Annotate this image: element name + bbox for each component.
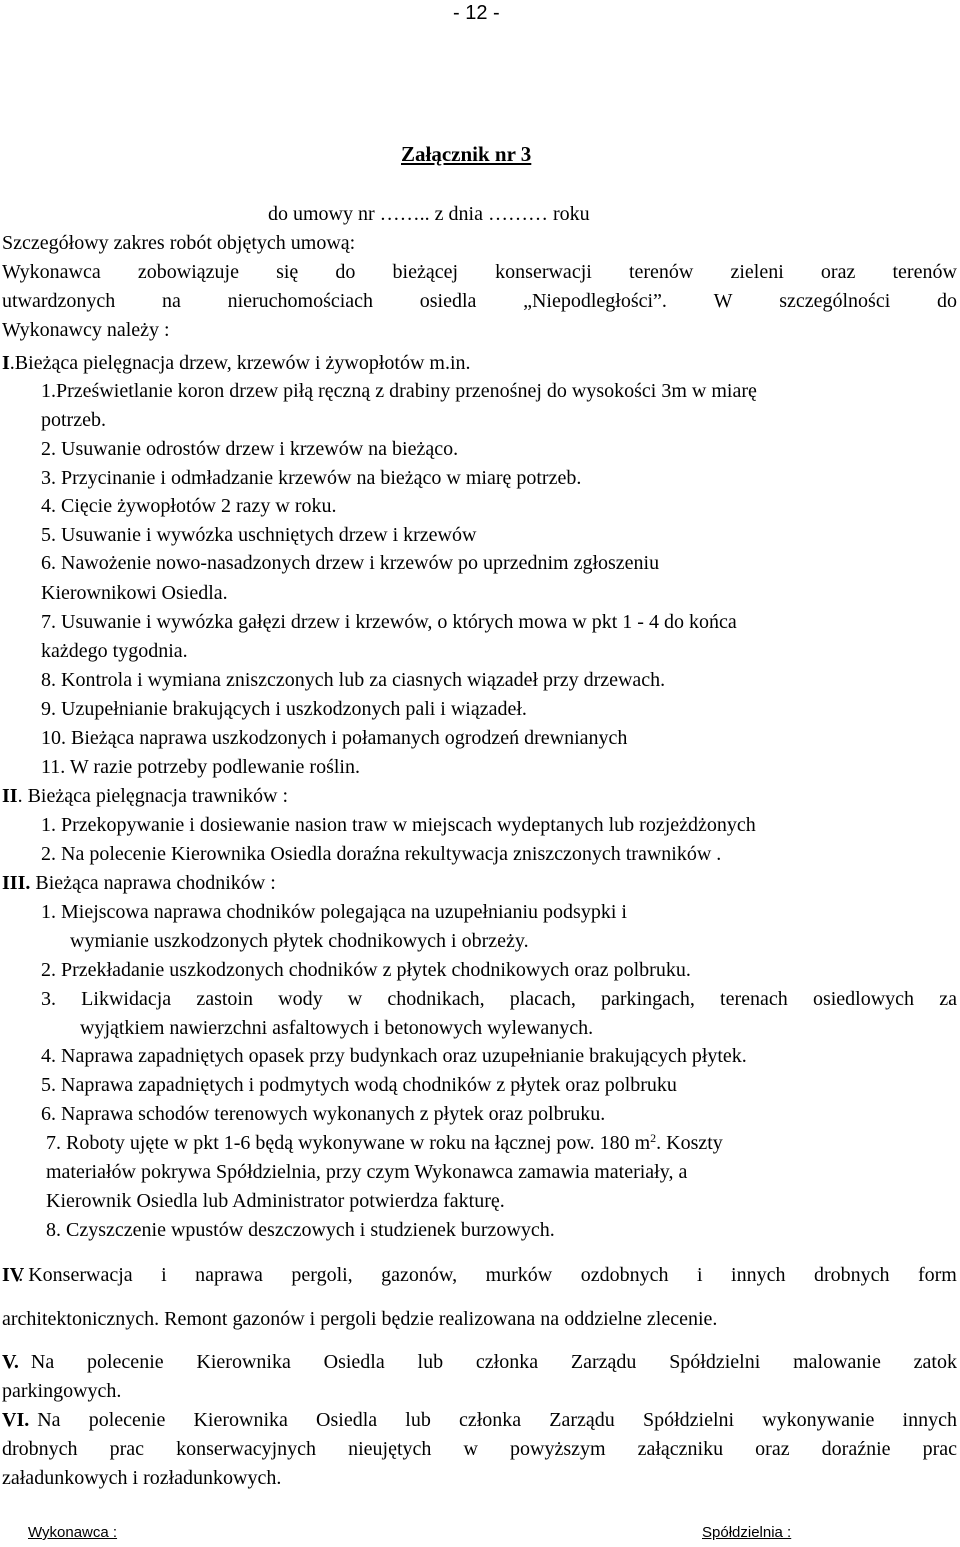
word: zastoin <box>196 988 253 1010</box>
section-number: I <box>2 352 10 374</box>
list-item: 2. Przekładanie uszkodzonych chodników z płytek chodnikowych oraz polbruku. <box>41 959 691 981</box>
word: chodnikach, <box>387 988 485 1010</box>
word: zatok <box>913 1351 957 1373</box>
paragraph-line <box>2 1439 957 1459</box>
word: szczególności <box>779 290 891 312</box>
section-words <box>37 1410 957 1430</box>
word: członka <box>458 1409 522 1431</box>
section-heading <box>2 1265 957 1285</box>
intro-line <box>2 291 957 311</box>
word: innych <box>902 1409 957 1431</box>
word: terenów <box>628 261 694 283</box>
list-item: 6. Nawożenie nowo-nasadzonych drzew i krzewów po uprzednim zgłoszeniu <box>41 552 660 574</box>
section-number: VI. <box>2 1409 30 1431</box>
section-number: IV <box>2 1264 25 1286</box>
section-heading <box>2 1410 957 1430</box>
word: gazonów, <box>381 1264 458 1286</box>
section-words <box>18 1265 957 1285</box>
signature-cooperative: Spółdzielnia : <box>702 1524 792 1541</box>
word: polecenie <box>88 1409 166 1431</box>
word: . Konserwacja <box>18 1264 133 1286</box>
word: za <box>939 988 957 1010</box>
word: nieruchomościach <box>227 290 374 312</box>
section-title: .Bieżąca pielęgnacja drzew, krzewów i żywopłotów m.in. <box>9 352 471 374</box>
list-item: 1. Przekopywanie i dosiewanie nasion traw w miejscach wydeptanych lub rozjeżdżonych <box>41 814 756 836</box>
word: Zarządu <box>570 1351 637 1373</box>
item-text: 7. Roboty ujęte w pkt 1-6 będą wykonywane w roku na łącznej pow. 180 m <box>46 1132 651 1154</box>
page-number: - 12 - <box>453 2 500 24</box>
word: do <box>936 290 957 312</box>
word: i <box>161 1264 167 1286</box>
word: „Niepodległości”. <box>523 290 667 312</box>
list-item: 6. Naprawa schodów terenowych wykonanych z płytek oraz polbruku. <box>41 1103 606 1125</box>
word: Kierownika <box>193 1409 288 1431</box>
section-heading <box>2 786 288 806</box>
word: ozdobnych <box>580 1264 669 1286</box>
list-item: 5. Usuwanie i wywózka uschniętych drzew i krzewów <box>41 524 477 546</box>
superscript: 2 <box>650 1131 657 1145</box>
word: form <box>917 1264 957 1286</box>
word: Spółdzielni <box>642 1409 735 1431</box>
word: konserwacyjnych <box>176 1438 317 1460</box>
word: Osiedla <box>316 1409 378 1431</box>
word: malowanie <box>793 1351 881 1373</box>
word: oraz <box>755 1438 790 1460</box>
document-title: Załącznik nr 3 <box>401 142 532 166</box>
list-item: każdego tygodnia. <box>41 640 188 662</box>
list-item: Kierownik Osiedla lub Administrator potwierdza fakturę. <box>46 1190 505 1212</box>
list-item: materiałów pokrywa Spółdzielnia, przy czym Wykonawca zamawia materiały, a <box>46 1161 688 1183</box>
list-item: Kierownikowi Osiedla. <box>41 582 228 604</box>
list-item: 7. Usuwanie i wywózka gałęzi drzew i krzewów, o których mowa w pkt 1 - 4 do końca <box>41 611 737 633</box>
list-item: 1. Miejscowa naprawa chodników polegająca na uzupełnianiu podsypki i <box>41 901 627 923</box>
word: w <box>347 988 363 1010</box>
word: członka <box>475 1351 539 1373</box>
word: doraźnie <box>821 1438 891 1460</box>
intro-line: Wykonawcy należy : <box>2 319 170 341</box>
word: murków <box>485 1264 553 1286</box>
section-words <box>31 1352 957 1372</box>
word: wody <box>278 988 323 1010</box>
word: Zarządu <box>549 1409 615 1431</box>
word: parkingach, <box>601 988 695 1010</box>
section-number: II <box>2 785 18 807</box>
word: w <box>463 1438 478 1460</box>
word: osiedla <box>419 290 477 312</box>
section-title: . Bieżąca pielęgnacja trawników : <box>17 785 289 807</box>
list-item: 4. Cięcie żywopłotów 2 razy w roku. <box>41 495 337 517</box>
list-item <box>41 989 957 1009</box>
list-item: 9. Uzupełnianie brakujących i uszkodzonych pali i wiązadeł. <box>41 698 527 720</box>
word: nieujętych <box>348 1438 432 1460</box>
signature-contractor: Wykonawca : <box>28 1524 118 1541</box>
word: prac <box>922 1438 957 1460</box>
word: terenów <box>892 261 957 283</box>
list-item: 4. Naprawa zapadniętych opasek przy budynkach oraz uzupełnianie brakujących płytek. <box>41 1045 747 1067</box>
contract-reference: do umowy nr …….. z dnia ……… roku <box>268 203 590 225</box>
list-item: 5. Naprawa zapadniętych i podmytych wodą chodników z płytek oraz polbruku <box>41 1074 677 1096</box>
word: Na <box>30 1351 55 1373</box>
word: Likwidacja <box>81 988 172 1010</box>
section-heading <box>2 353 471 373</box>
word: do <box>335 261 356 283</box>
list-item <box>46 1133 723 1153</box>
word: naprawa <box>195 1264 263 1286</box>
section-heading <box>2 873 276 893</box>
word: bieżącej <box>392 261 459 283</box>
list-item: 8. Kontrola i wymiana zniszczonych lub za ciasnych wiązadeł przy drzewach. <box>41 669 666 691</box>
word: utwardzonych <box>2 290 116 312</box>
item-text: . Koszty <box>656 1132 723 1154</box>
word: Na <box>37 1409 61 1431</box>
section-number: III. <box>2 872 31 894</box>
paragraph-line: załadunkowych i rozładunkowych. <box>2 1467 282 1489</box>
list-item: 11. W razie potrzeby podlewanie roślin. <box>41 756 360 778</box>
word: drobnych <box>813 1264 890 1286</box>
word: się <box>276 261 299 283</box>
intro-line <box>2 262 957 282</box>
word: Wykonawca <box>2 261 101 283</box>
list-item: 2. Usuwanie odrostów drzew i krzewów na bieżąco. <box>41 438 459 460</box>
word: konserwacji <box>495 261 592 283</box>
list-item: wymianie uszkodzonych płytek chodnikowych i obrzeży. <box>70 930 529 952</box>
word: osiedlowych <box>812 988 915 1010</box>
word: wykonywanie <box>762 1409 875 1431</box>
list-item: 3. Przycinanie i odmładzanie krzewów na bieżąco w miarę potrzeb. <box>41 467 582 489</box>
word: drobnych <box>2 1438 78 1460</box>
list-item: 10. Bieżąca naprawa uszkodzonych i połamanych ogrodzeń drewnianych <box>41 727 628 749</box>
word: oraz <box>820 261 856 283</box>
scope-heading: Szczegółowy zakres robót objętych umową: <box>2 232 356 254</box>
word: polecenie <box>87 1351 164 1373</box>
word: Osiedla <box>323 1351 385 1373</box>
list-item: wyjątkiem nawierzchni asfaltowych i betonowych wylewanych. <box>80 1017 594 1039</box>
word: prac <box>109 1438 145 1460</box>
word: i <box>696 1264 703 1286</box>
list-item: 2. Na polecenie Kierownika Osiedla doraźna rekultywacja zniszczonych trawników . <box>41 843 722 865</box>
word: lub <box>417 1351 444 1373</box>
word: Kierownika <box>196 1351 291 1373</box>
word: lub <box>405 1409 431 1431</box>
list-item: 8. Czyszczenie wpustów deszczowych i studzienek burzowych. <box>46 1219 555 1241</box>
section-title: Bieżąca naprawa chodników : <box>30 872 276 894</box>
word: 3. <box>41 988 56 1010</box>
word: załączniku <box>637 1438 724 1460</box>
word: na <box>161 290 181 312</box>
list-item: potrzeb. <box>41 409 106 431</box>
word: zieleni <box>730 261 784 283</box>
word: pergoli, <box>291 1264 353 1286</box>
word: powyższym <box>510 1438 606 1460</box>
word: Spółdzielni <box>669 1351 761 1373</box>
word: W <box>713 290 733 312</box>
word: zobowiązuje <box>137 261 239 283</box>
paragraph-line: parkingowych. <box>2 1380 122 1402</box>
word: placach, <box>509 988 576 1010</box>
word: innych <box>731 1264 786 1286</box>
word: terenach <box>720 988 788 1010</box>
paragraph-line: architektonicznych. Remont gazonów i pergoli będzie realizowana na oddzielne zlecenie. <box>2 1308 718 1330</box>
section-heading <box>2 1352 957 1372</box>
section-number: V. <box>2 1351 19 1373</box>
list-item: 1.Prześwietlanie koron drzew piłą ręczną z drabiny przenośnej do wysokości 3m w miarę <box>41 380 757 402</box>
